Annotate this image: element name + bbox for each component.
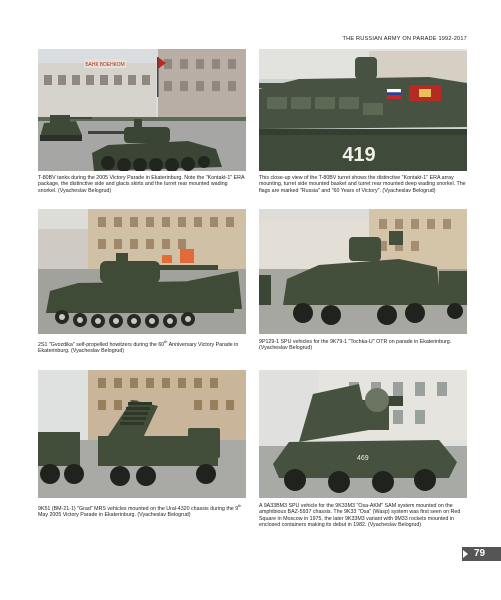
- caption-photo-6: A 9A33BM3 SPU vehicle for the 9K33M3 "Osa-AKM" SAM system mounted on the amphibious BAZ-5937 chassis. The 9K33 "Osa" (Wasp) system was first seen on Red Square in Moscow in 1975, the later 9K33M3 variant with 9M33 rockets mounted in enclosed containers making its debut in 1982. (Vyacheslav Belogrud): [259, 503, 461, 529]
- photo-9a33bm3-osa-akm: [259, 370, 467, 498]
- hull-number-419: 419: [342, 144, 376, 166]
- caption-photo-3-ordinal: th: [164, 340, 168, 344]
- caption-photo-5: [38, 503, 246, 519]
- caption-photo-3: [38, 339, 246, 355]
- running-head: THE RUSSIAN ARMY ON PARADE 1992-2017: [342, 36, 467, 42]
- building-sign-text: БАНК ВОЕНКОМ: [85, 62, 125, 68]
- photo-2s1-gvozdika-howitzers: [38, 209, 246, 334]
- page-number: 79: [474, 548, 486, 559]
- photo-t80bv-turret-closeup: [259, 49, 467, 171]
- caption-photo-3-part-a: 2S1 "Gvozdika" self-propelled howitzers during the 60: [38, 341, 165, 348]
- caption-photo-2: This close-up view of the T-80BV turret shows the distinctive "Kontakt-1" ERA array mounting, turret side mounted basket and turret rear mounted deep wading snorkel. The flags are marked "Russia" and "60 Years of Victory". (Vyacheslav Belogrud): [259, 175, 466, 194]
- folio-arrow-icon: [463, 550, 468, 558]
- caption-photo-5-part-a: 9K51 (BM-21-1) "Grad" MRS vehicles mounted on the Ural-4320 chassis during the 9: [38, 505, 239, 512]
- photo-t80bv-tanks-parade: [38, 49, 246, 171]
- caption-photo-4: 9P129-1 SPU vehicles for the 9K79-1 "Tochka-U" OTR on parade in Ekaterinburg. (Vyacheslav Belogrud): [259, 339, 452, 352]
- photo-bm21-grad-ural: [38, 370, 246, 498]
- caption-photo-3-part-b: Anniversary Victory Parade in Ekaterinburg. (Vyacheslav Belogrud): [38, 341, 239, 355]
- caption-photo-5-part-b: May 2005 Victory Parade in Ekaterinburg. (Vyacheslav Belogrud): [38, 512, 191, 519]
- caption-photo-5-ordinal: th: [238, 504, 242, 508]
- photo-9p129-tochka-u: [259, 209, 467, 334]
- caption-photo-1: T-80BV tanks during the 2005 Victory Parade in Ekaterinburg. Note the "Kontakt-1" ERA package, the distinctive side and glacis skirts and the turret rear mounted wading snorkel. (Vyacheslav Belogrud): [38, 175, 245, 194]
- hull-number-469: 469: [357, 455, 369, 462]
